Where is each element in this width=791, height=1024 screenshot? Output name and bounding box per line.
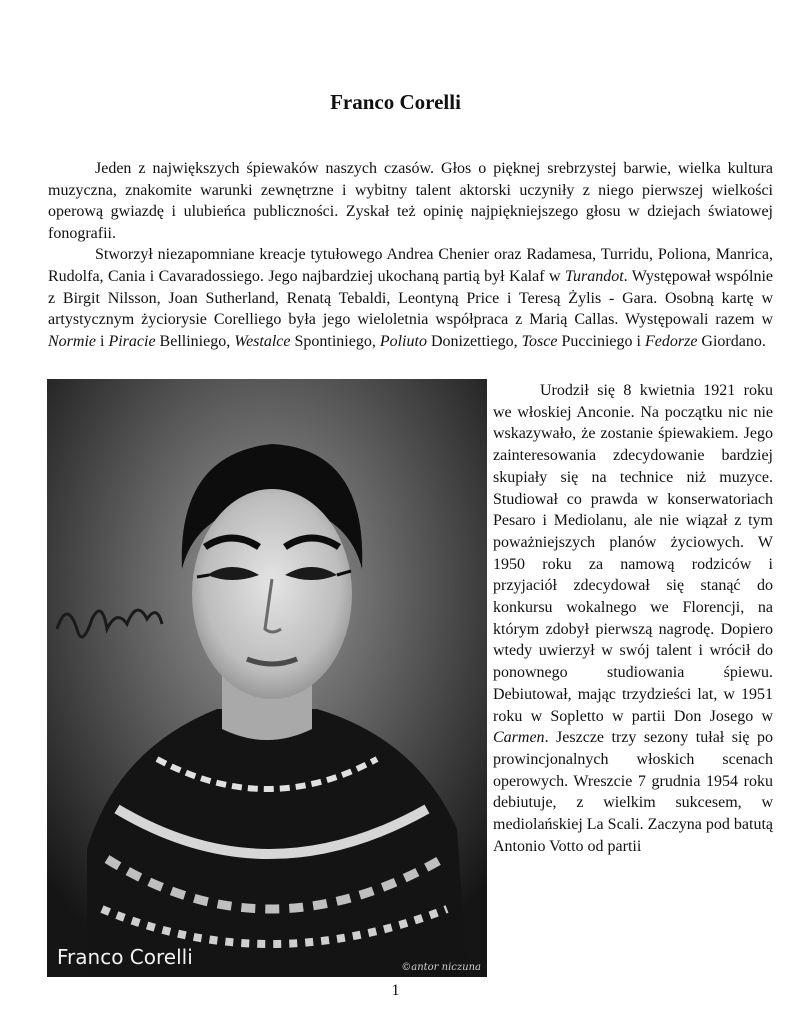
intro-paragraph-1: Jeden z największych śpiewaków naszych czasów. Głos o pięknej srebrzystej barwie, wielka kultura muzyczna, znakomite warunki zewnętrzne i wybitny talent aktorski uczyniły z niego pierwszej wielkości operową gwiazdę i ulubieńca publiczności. Zyskał też opinię najpiękniejszego głosu w dziejach światowej fonografii. xyxy=(48,160,773,242)
biography-paragraph: Urodził się 8 kwietnia 1921 roku we włoskiej Anconie. Na początku nic nie wskazywało, że zostanie śpiewakiem. Jego zainteresowania zdecydowanie bardziej skupiały się na technice niż muzyce. Studiował co prawda w konserwatoriach Pesaro i Mediolanu, ale nie wiązał z tym poważniejszych planów życiowych. W 1950 roku za namową rodziców i przyjaciół zdecydował się stanąć do konkursu wokalnego we Florencji, na którym zdobył pierwszą nagrodę. Dopiero wtedy uwierzył w swój talent i wrócił do ponownego studiowania śpiewu. Debiutował, mając trzydzieści lat, w 1951 roku w Sopletto w partii Don Josego w Carmen. Jeszcze trzy sezony tułał się po prowincjonalnych włoskich scenach operowych. Wreszcie 7 grudnia 1954 roku debiutuje, z wielkim sukcesem, w mediolańskiej La Scali. Zaczyna pod batutą Antonio Votto od partii xyxy=(493,382,773,855)
intro-paragraph-2: Stworzył niezapomniane kreacje tytułowego Andrea Chenier oraz Radamesa, Turridu, Poliona, Manrica, Rudolfa, Cania i Cavaradossiego. Jego najbardziej ukochaną partią był Kalaf w Turandot. Występował wspólnie z Birgit Nilsson, Joan Sutherland, Renatą Tebaldi, Leontyną Price i Teresą Żylis - Gara. Osobną kartę w artystycznym życiorysie Corelliego była jego wieloletnia współpraca z Marią Callas. Występowali razem w Normie i Piracie Belliniego, Westalce Spontiniego, Poliuto Donizettiego, Tosce Pucciniego i Fedorze Giordano. xyxy=(48,246,774,350)
photo-watermark: ©antor niczuna xyxy=(401,962,481,973)
portrait-image xyxy=(47,379,487,977)
portrait-photo xyxy=(47,379,487,977)
biography-column xyxy=(493,380,773,857)
page-title: Franco Corelli xyxy=(330,90,461,114)
photo-caption: Franco Corelli xyxy=(57,945,193,969)
intro-text xyxy=(48,158,773,352)
page-number: 1 xyxy=(391,982,400,999)
